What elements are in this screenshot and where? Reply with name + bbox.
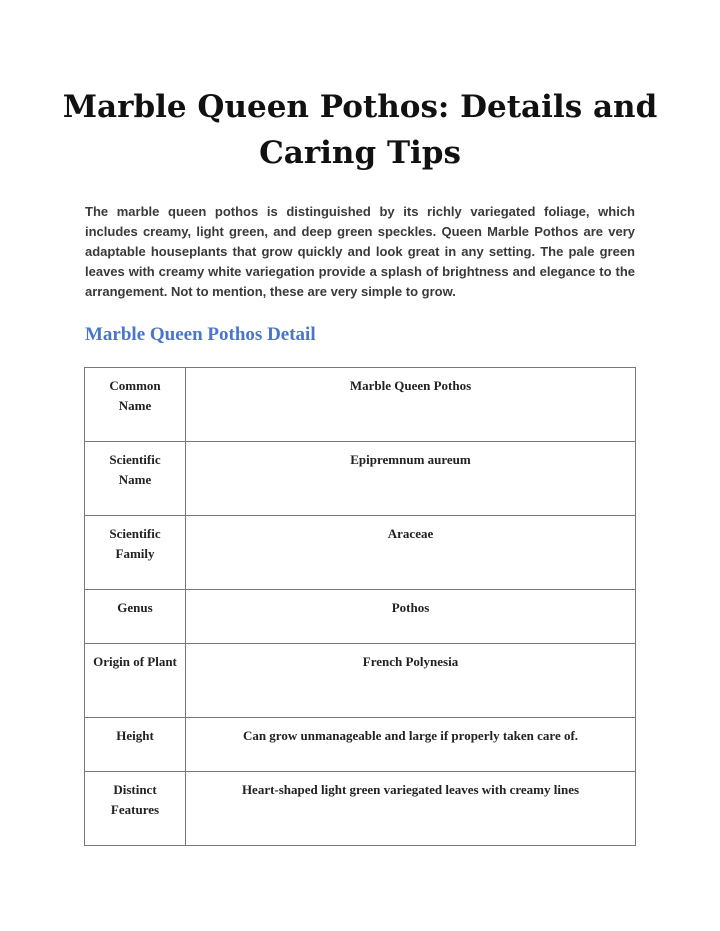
row-value: Araceae: [186, 516, 636, 590]
plant-detail-table: [84, 367, 636, 846]
row-label: Origin of Plant: [85, 644, 186, 718]
table-row-origin: [85, 644, 636, 718]
table-row-height: [85, 718, 636, 772]
table-row-genus: [85, 590, 636, 644]
row-label: Genus: [85, 590, 186, 644]
row-label: Scientific Family: [85, 516, 186, 590]
table-row-scientific-family: [85, 516, 636, 590]
row-label: Scientific Name: [85, 442, 186, 516]
row-value: Marble Queen Pothos: [186, 368, 636, 442]
row-label: Distinct Features: [85, 772, 186, 846]
table-row-scientific-name: [85, 442, 636, 516]
row-value: Can grow unmanageable and large if properly taken care of.: [186, 718, 636, 772]
row-label: Common Name: [85, 368, 186, 442]
row-value: Pothos: [186, 590, 636, 644]
row-label: Height: [85, 718, 186, 772]
page-title: Marble Queen Pothos: Details and Caring Tips: [62, 89, 658, 171]
row-value: Heart-shaped light green variegated leaves with creamy lines: [186, 772, 636, 846]
row-value: French Polynesia: [186, 644, 636, 718]
table-row-distinct-features: [85, 772, 636, 846]
row-value: Epipremnum aureum: [186, 442, 636, 516]
table-row-common-name: [85, 368, 636, 442]
section-heading: Marble Queen Pothos Detail: [85, 324, 316, 345]
intro-paragraph: The marble queen pothos is distinguished by its richly variegated foliage, which includes creamy, light green, and deep green speckles. Queen Marble Pothos are very adaptable houseplants that grow quickly and look great in any setting. The pale green leaves with creamy white variegation provide a splash of brightness and elegance to the arrangement. Not to mention, these are very simple to grow.: [85, 204, 635, 299]
